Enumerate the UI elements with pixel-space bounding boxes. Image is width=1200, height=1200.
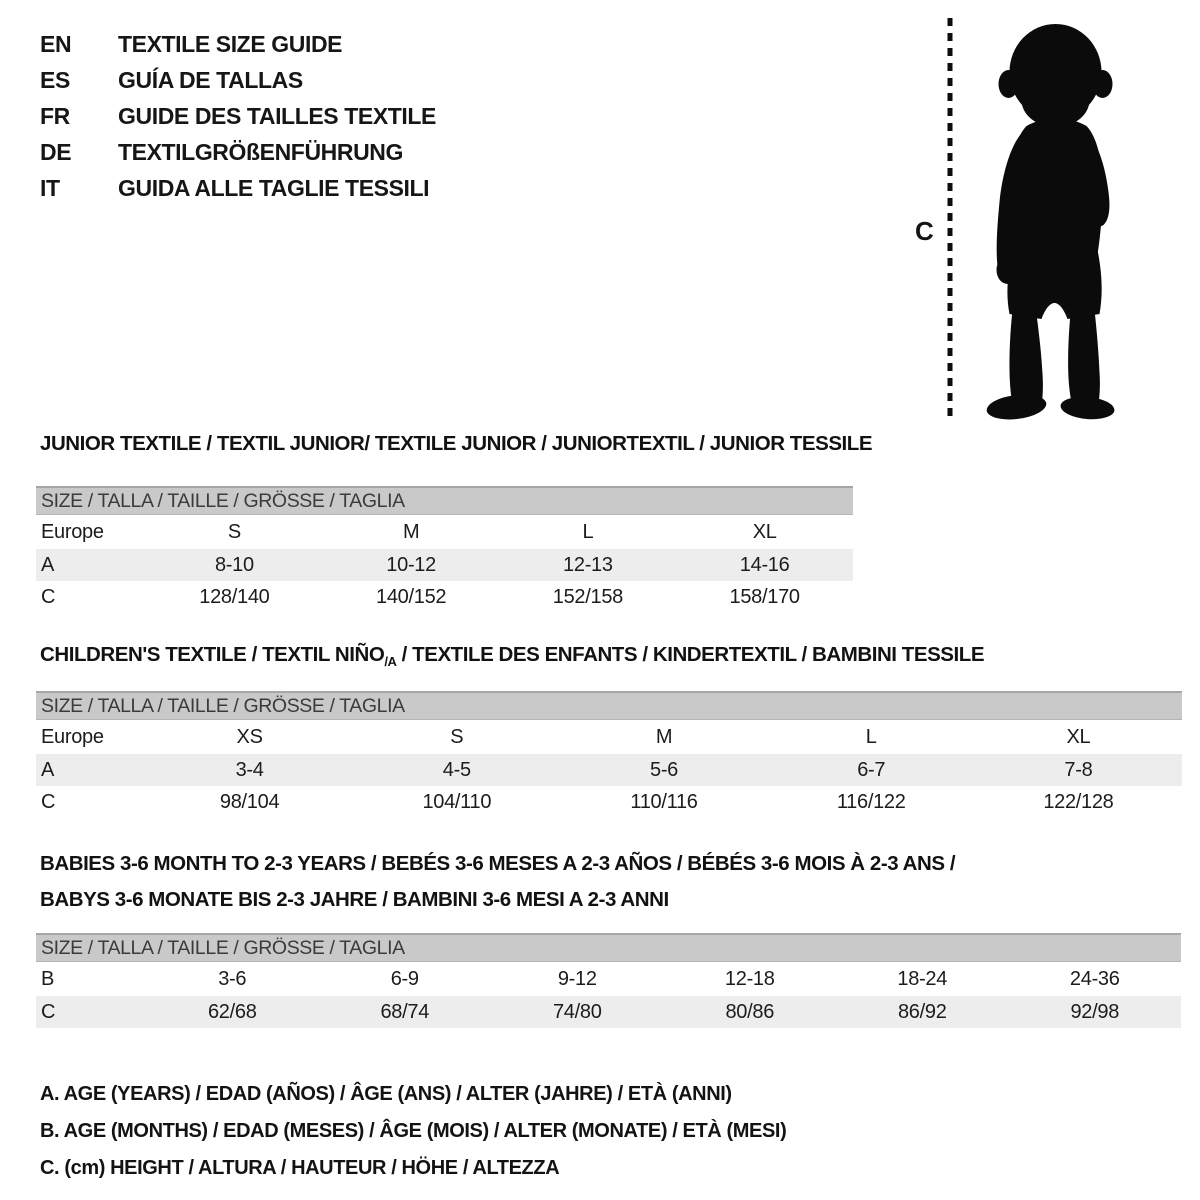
children-title-pre: CHILDREN'S TEXTILE / TEXTIL NIÑO [40, 643, 385, 666]
size-cell: M [655, 725, 673, 748]
table-row-age-years [36, 754, 1182, 786]
height-cell: 86/92 [897, 1000, 947, 1023]
row-label: C [41, 1000, 56, 1023]
babies-title-line2: BABYS 3-6 MONATE BIS 2-3 JAHRE / BAMBINI 3-6 MESI A 2-3 ANNI [40, 888, 669, 911]
toddler-silhouette [965, 20, 1143, 420]
height-measure-dashed-line [945, 18, 955, 418]
age-cell: 24-36 [1069, 967, 1120, 990]
size-header-label: SIZE / TALLA / TAILLE / GRÖSSE / TAGLIA [41, 489, 405, 512]
height-measure-label: C [915, 216, 934, 246]
table-row-age-months [36, 962, 1181, 996]
row-label: C [41, 790, 56, 813]
language-row-en [40, 26, 436, 62]
size-cell: XS [236, 725, 263, 748]
height-cell: 80/86 [725, 1000, 775, 1023]
height-cell: 74/80 [552, 1000, 602, 1023]
babies-title-line1: BABIES 3-6 MONTH TO 2-3 YEARS / BEBÉS 3-6 MESES A 2-3 AÑOS / BÉBÉS 3-6 MOIS À 2-3 ANS / [40, 852, 956, 875]
height-cell: 110/116 [630, 790, 698, 813]
table-row-europe [36, 515, 853, 549]
row-label: A [41, 553, 55, 576]
babies-size-table [36, 933, 1181, 1028]
row-label: Europe [41, 725, 104, 748]
height-cell: 140/152 [376, 585, 447, 608]
guide-title-es: GUÍA DE TALLAS [118, 66, 303, 93]
height-cell: 98/104 [219, 790, 280, 813]
table-row-height-cm [36, 786, 1182, 818]
language-code: ES [40, 66, 70, 93]
language-code: EN [40, 30, 72, 57]
legend-line-b: B. AGE (MONTHS) / EDAD (MESES) / ÂGE (MOIS) / ALTER (MONATE) / ETÀ (MESI) [40, 1120, 787, 1142]
guide-title-it: GUIDA ALLE TAGLIE TESSILI [118, 174, 430, 201]
row-label: Europe [41, 520, 104, 543]
age-cell: 9-12 [557, 967, 597, 990]
measure-legend [40, 1076, 786, 1187]
section-title-children [40, 643, 984, 669]
height-cell: 92/98 [1070, 1000, 1120, 1023]
size-cell: XL [752, 520, 777, 543]
size-header-band [36, 486, 853, 515]
language-row-de [40, 134, 436, 170]
table-row-europe [36, 720, 1182, 754]
age-cell: 5-6 [650, 758, 679, 781]
size-cell: S [450, 725, 464, 748]
size-cell: M [402, 520, 420, 543]
age-cell: 3-6 [218, 967, 247, 990]
legend-line-a: A. AGE (YEARS) / EDAD (AÑOS) / ÂGE (ANS) / ALTER (JAHRE) / ETÀ (ANNI) [40, 1083, 732, 1105]
height-cell: 104/110 [422, 790, 492, 813]
age-cell: 6-9 [390, 967, 419, 990]
row-label: C [41, 585, 56, 608]
size-cell: S [227, 520, 241, 543]
children-title-post: / TEXTILE DES ENFANTS / KINDERTEXTIL / BAMBINI TESSILE [396, 643, 985, 666]
language-row-fr [40, 98, 436, 134]
height-cell: 68/74 [380, 1000, 430, 1023]
age-cell: 14-16 [739, 553, 790, 576]
language-code: IT [40, 174, 60, 201]
language-code: DE [40, 138, 72, 165]
table-row-height-cm [36, 581, 853, 613]
age-cell: 10-12 [386, 553, 436, 576]
height-cell: 152/158 [552, 585, 623, 608]
age-cell: 7-8 [1064, 758, 1093, 781]
age-cell: 6-7 [857, 758, 886, 781]
guide-title-en: TEXTILE SIZE GUIDE [118, 30, 343, 57]
height-cell: 62/68 [207, 1000, 257, 1023]
size-cell: L [865, 725, 877, 748]
height-cell: 122/128 [1043, 790, 1114, 813]
age-cell: 8-10 [214, 553, 254, 576]
size-header-band [36, 691, 1182, 720]
row-label: A [41, 758, 55, 781]
age-cell: 4-5 [442, 758, 471, 781]
size-header-band [36, 933, 1181, 962]
size-header-label: SIZE / TALLA / TAILLE / GRÖSSE / TAGLIA [41, 694, 405, 717]
guide-title-de: TEXTILGRÖßENFÜHRUNG [118, 138, 403, 165]
section-title-babies [40, 846, 955, 918]
legend-line-c: C. (cm) HEIGHT / ALTURA / HAUTEUR / HÖHE / ALTEZZA [40, 1157, 560, 1179]
height-cell: 128/140 [199, 585, 270, 608]
children-size-table [36, 691, 1182, 818]
age-cell: 12-13 [563, 553, 613, 576]
age-cell: 3-4 [235, 758, 264, 781]
size-cell: XL [1066, 725, 1091, 748]
guide-title-fr: GUIDE DES TAILLES TEXTILE [118, 102, 436, 129]
junior-size-table [36, 486, 853, 613]
height-cell: 158/170 [729, 585, 800, 608]
age-cell: 18-24 [897, 967, 948, 990]
size-cell: L [582, 520, 594, 543]
language-code: FR [40, 102, 70, 129]
language-row-es [40, 62, 436, 98]
language-row-it [40, 170, 436, 206]
language-title-list [40, 26, 436, 206]
age-cell: 12-18 [724, 967, 775, 990]
baby-height-figure [903, 14, 1163, 426]
table-row-age-years [36, 549, 853, 581]
size-header-label: SIZE / TALLA / TAILLE / GRÖSSE / TAGLIA [41, 936, 405, 959]
table-row-height-cm [36, 996, 1181, 1028]
section-title-junior: JUNIOR TEXTILE / TEXTIL JUNIOR/ TEXTILE JUNIOR / JUNIORTEXTIL / JUNIOR TESSILE [40, 432, 873, 455]
height-cell: 116/122 [836, 790, 906, 813]
row-label: B [41, 967, 55, 990]
children-title-sub: /A [384, 654, 397, 670]
